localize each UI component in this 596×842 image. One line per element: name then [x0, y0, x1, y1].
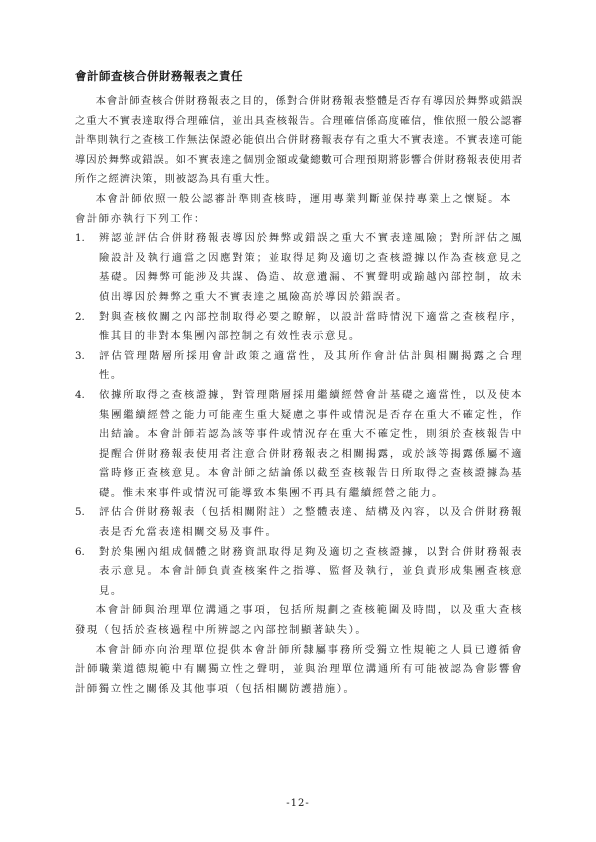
list-item-number: 3.	[75, 349, 85, 362]
list-item-number: 4.	[75, 388, 85, 401]
list-item-text: 對與查核攸關之內部控制取得必要之瞭解，以設計當時情況下適當之查核程序，惟其目的非對本集團內部控制之有效性表示意見。	[99, 310, 523, 343]
page-number: -12-	[286, 798, 310, 809]
list-item-text: 辨認並評估合併財務報表導因於舞弊或錯誤之重大不實表達風險；對所評估之風險設計及執行適當之因應對策；並取得足夠及適切之查核證據以作為查核意見之基礎。因舞弊可能涉及共謀、偽造、故意遺漏、不實聲明或踰越內部控制，故未偵出導因於舞弊之重大不實表達之風險高於導因於錯誤者。	[99, 232, 523, 303]
section-title: 會計師查核合併財務報表之責任	[75, 69, 243, 83]
list-item	[75, 229, 523, 307]
paragraph-purpose: 本會計師查核合併財務報表之目的，係對合併財務報表整體是否存有導因於舞弊或錯誤之重大不實表達取得合理確信，並出具查核報告。合理確信係高度確信，惟依照一般公認審計準則執行之查核工作無法保證必能偵出合併財務報表存有之重大不實表達。不實表達可能導因於舞弊或錯誤。如不實表達之個別金額或彙總數可合理預期將影響合併財務報表使用者所作之經濟決策，則被認為具有重大性。	[75, 95, 523, 186]
list-item-number: 6.	[75, 545, 85, 558]
list-item-number: 2.	[75, 310, 85, 323]
list-item-number: 5.	[75, 506, 85, 519]
document-body	[75, 92, 523, 699]
list-item-text: 依據所取得之查核證據，對管理階層採用繼續經營會計基礎之適當性，以及使本集團繼續經營之能力可能產生重大疑慮之事件或情況是否存在重大不確定性，作出結論。本會計師若認為該等事件或情況存在重大不確定性，則須於查核報告中提醒合併財務報表使用者注意合併財務報表之相關揭露，或於該等揭露係屬不適當時修正查核意見。本會計師之結論係以截至查核報告日所取得之查核證據為基礎。惟未來事件或情況可能導致本集團不再具有繼續經營之能力。	[99, 388, 523, 499]
list-item-number: 1.	[75, 232, 85, 245]
paragraph-independence-statement: 本會計師亦向治理單位提供本會計師所隸屬事務所受獨立性規範之人員已遵循會計師職業道德規範中有關獨立性之聲明，並與治理單位溝通所有可能被認為會影響會計師獨立性之關係及其他事項（包括相關防護措施）。	[75, 643, 523, 695]
list-item-text: 評估管理階層所採用會計政策之適當性，及其所作會計估計與相關揭露之合理性。	[99, 349, 523, 382]
list-item	[75, 386, 523, 504]
list-item	[75, 543, 523, 602]
list-item-text: 對於集團內組成個體之財務資訊取得足夠及適切之查核證據，以對合併財務報表表示意見。本會計師負責查核案件之指導、監督及執行，並負責形成集團查核意見。	[99, 545, 523, 597]
procedure-list	[75, 229, 523, 601]
paragraph-procedures-intro: 本會計師依照一般公認審計準則查核時，運用專業判斷並保持專業上之懷疑。本會計師亦執行下列工作：	[75, 192, 512, 225]
list-item	[75, 503, 523, 542]
list-item	[75, 308, 523, 347]
list-item-text: 評估合併財務報表（包括相關附註）之整體表達、結構及內容，以及合併財務報表是否允當表達相關交易及事件。	[99, 506, 523, 539]
list-item	[75, 347, 523, 386]
paragraph-governance-communication: 本會計師與治理單位溝通之事項，包括所規劃之查核範圍及時間，以及重大查核發現（包括於查核過程中所辨認之內部控制顯著缺失）。	[75, 604, 523, 637]
